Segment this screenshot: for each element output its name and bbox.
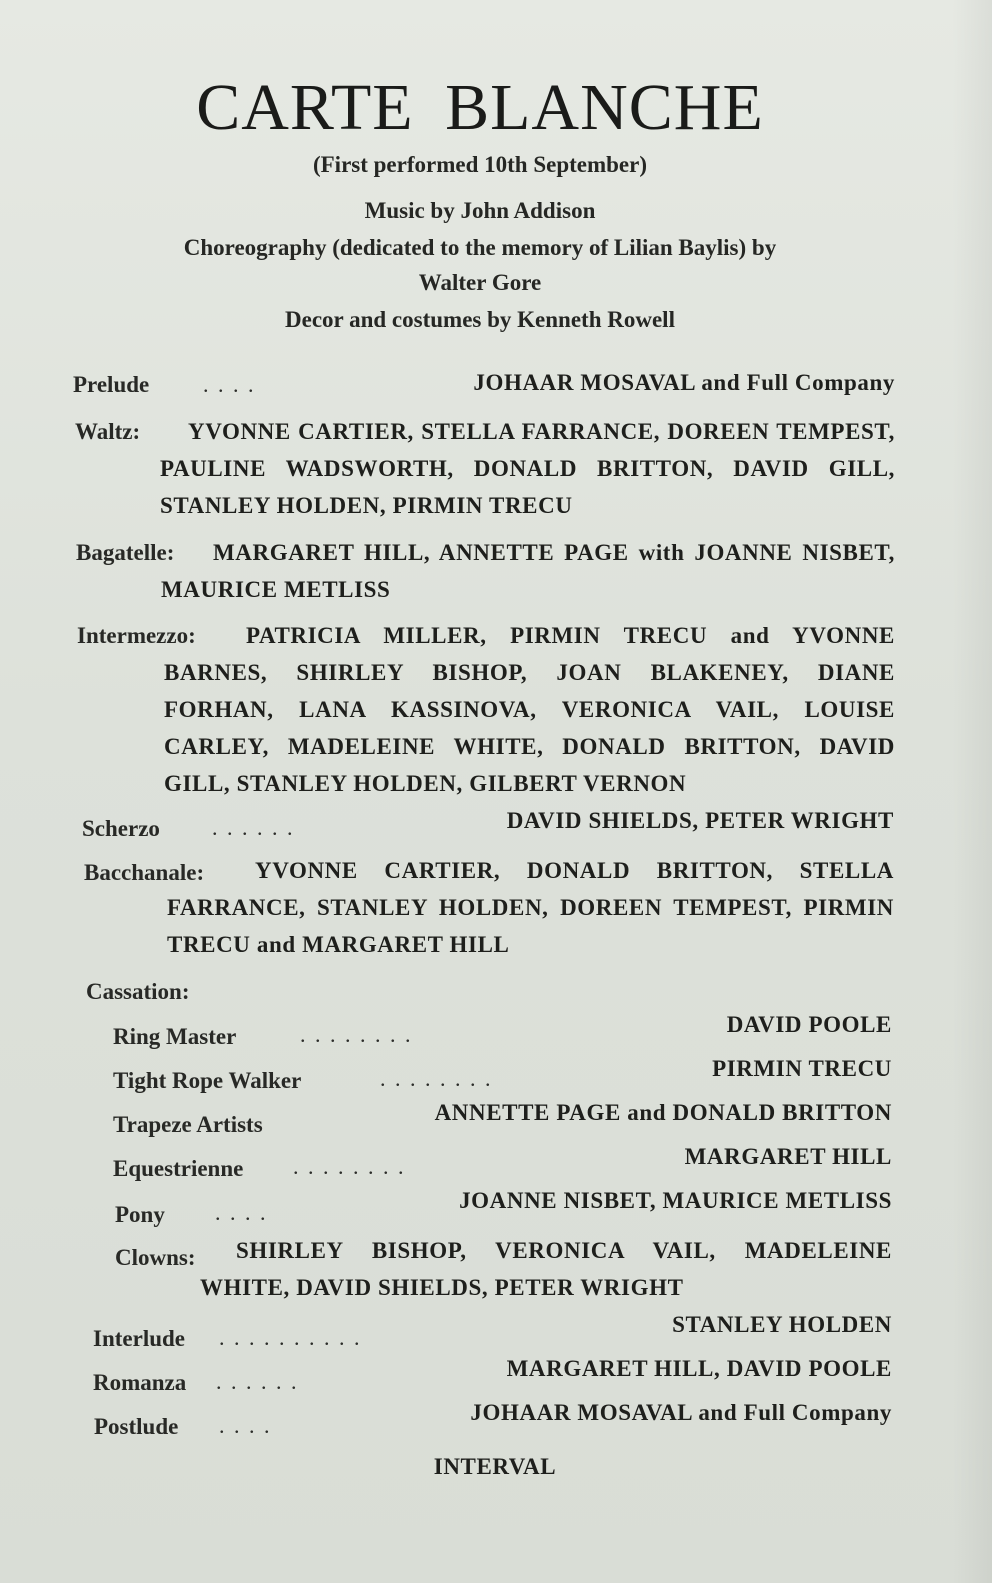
choreography-credit: Choreography (dedicated to the memory of Lilian Baylis) by — [183, 235, 777, 260]
prelude-label: Prelude — [73, 372, 150, 397]
romanza-label: Romanza — [93, 1370, 187, 1395]
pony-role: Pony — [115, 1202, 165, 1227]
clowns-cast: SHIRLEY BISHOP, VERONICA VAIL, MADELEINE WHITE, DAVID SHIELDS, PETER WRIGHT — [200, 1238, 892, 1300]
interlude-cast: STANLEY HOLDEN — [672, 1312, 892, 1337]
ring-master-cast: DAVID POOLE — [726, 1012, 892, 1037]
pony-cast: JOANNE NISBET, MAURICE METLISS — [459, 1188, 892, 1213]
bacchanale-label: Bacchanale: — [84, 860, 205, 885]
waltz-label: Waltz: — [75, 419, 141, 444]
trapeze-artists-cast: ANNETTE PAGE and DONALD BRITTON — [434, 1100, 892, 1125]
equestrienne-cast: MARGARET HILL — [684, 1144, 892, 1169]
scherzo-cast: DAVID SHIELDS, PETER WRIGHT — [506, 808, 894, 833]
music-credit: Music by John Addison — [364, 198, 596, 223]
intermezzo-cast: PATRICIA MILLER, PIRMIN TRECU and YVONNE BARNES, SHIRLEY BISHOP, JOAN BLAKENEY, DIANE FORHAN, LANA KASSINOVA, VERONICA VAIL, LOUISE CARLEY, MADELEINE WHITE, DONALD BRITTON, DAVID GILL, STANLEY HOLDEN, GILBERT VERNON — [164, 623, 895, 796]
ring-master-dots: . . . . . . . . — [300, 1022, 413, 1047]
premiere-note: (First performed 10th September) — [312, 152, 648, 177]
prelude-dots: . . . . — [203, 372, 256, 397]
interlude-label: Interlude — [93, 1326, 185, 1351]
scherzo-dots: . . . . . . — [212, 815, 295, 840]
tight-rope-walker-dots: . . . . . . . . — [380, 1066, 493, 1091]
romanza-cast: MARGARET HILL, DAVID POOLE — [506, 1356, 892, 1381]
interval-label: INTERVAL — [433, 1454, 557, 1479]
scherzo-label: Scherzo — [82, 816, 160, 841]
pony-dots: . . . . — [215, 1200, 268, 1225]
bagatelle-cast: MARGARET HILL, ANNETTE PAGE with JOANNE NISBET, MAURICE METLISS — [161, 540, 895, 602]
bagatelle-label: Bagatelle: — [76, 540, 175, 565]
trapeze-artists-role: Trapeze Artists — [113, 1112, 263, 1137]
equestrienne-role: Equestrienne — [113, 1156, 244, 1181]
postlude-dots: . . . . — [219, 1413, 272, 1438]
postlude-label: Postlude — [94, 1414, 179, 1439]
equestrienne-dots: . . . . . . . . — [293, 1154, 406, 1179]
cassation-label: Cassation: — [86, 979, 190, 1004]
ring-master-role: Ring Master — [113, 1024, 237, 1049]
clowns-role: Clowns: — [115, 1245, 196, 1270]
interlude-dots: . . . . . . . . . . — [219, 1325, 362, 1350]
prelude-cast: JOHAAR MOSAVAL and Full Company — [473, 370, 895, 395]
romanza-dots: . . . . . . — [216, 1369, 299, 1394]
intermezzo-label: Intermezzo: — [77, 623, 196, 648]
bacchanale-cast: YVONNE CARTIER, DONALD BRITTON, STELLA FARRANCE, STANLEY HOLDEN, DOREEN TEMPEST, PIRMIN TRECU and MARGARET HILL — [167, 858, 894, 957]
page-title: CARTE BLANCHE — [196, 71, 764, 144]
decor-credit: Decor and costumes by Kenneth Rowell — [285, 307, 675, 332]
postlude-cast: JOHAAR MOSAVAL and Full Company — [470, 1400, 892, 1425]
choreographer-name: Walter Gore — [418, 270, 542, 295]
waltz-cast: YVONNE CARTIER, STELLA FARRANCE, DOREEN TEMPEST, PAULINE WADSWORTH, DONALD BRITTON, DAVID GILL, STANLEY HOLDEN, PIRMIN TRECU — [160, 419, 895, 518]
tight-rope-walker-cast: PIRMIN TRECU — [712, 1056, 892, 1081]
tight-rope-walker-role: Tight Rope Walker — [113, 1068, 302, 1093]
